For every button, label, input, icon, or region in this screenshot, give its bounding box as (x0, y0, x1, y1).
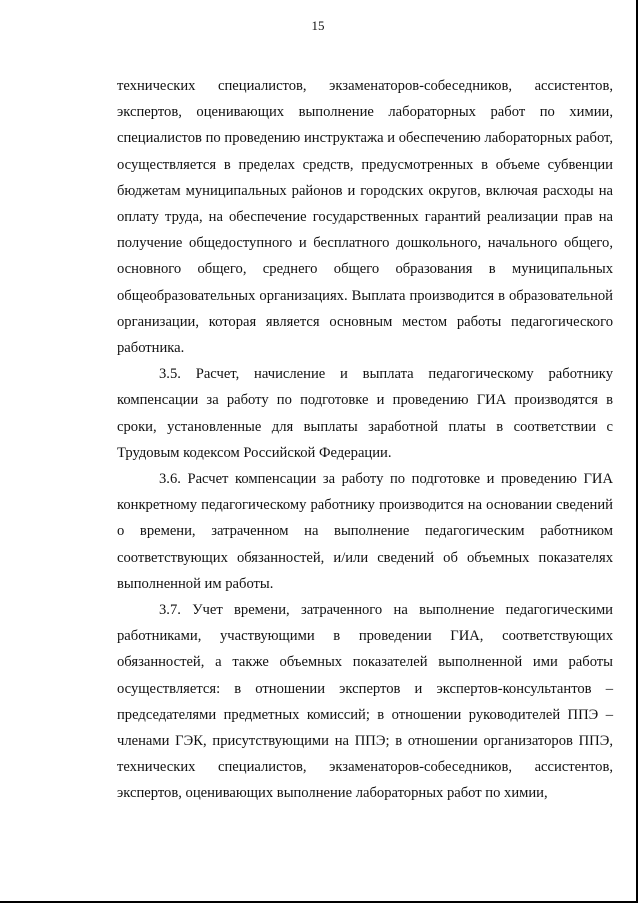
page-number: 15 (311, 18, 325, 33)
paragraph-3-6: 3.6. Расчет компенсации за работу по подготовке и проведению ГИА конкретному педагогическому работнику производится на основании сведений о времени, затраченном на выполнение педагогическим работником соответствующих обязанностей, и/или сведений об объемных показателях выполненной им работы. (117, 471, 613, 592)
paragraph-continued: технических специалистов, экзаменаторов-собеседников, ассистентов, экспертов, оценивающих выполнение лабораторных работ по химии, специалистов по проведению инструктажа и обеспечению лабораторных работ, осуществляется в пределах средств, предусмотренных в объеме субвенции бюджетам муниципальных районов и городских округов, включая расходы на оплату труда, на обеспечение государственных гарантий реализации прав на получение общедоступного и бесплатного дошкольного, начального общего, основного общего, среднего общего образования в муниципальных общеобразовательных организациях. Выплата производится в образовательной организации, которая является основным местом работы педагогического работника. (117, 78, 613, 357)
document-body (117, 73, 613, 807)
paragraph-3-7: 3.7. Учет времени, затраченного на выполнение педагогическими работниками, участвующими в проведении ГИА, соответствующих обязанностей, а также объемных показателей выполненной ими работы осуществляется: в отношении экспертов и экспертов-консультантов – председателями предметных комиссий; в отношении руководителей ППЭ – членами ГЭК, присутствующими на ППЭ; в отношении организаторов ППЭ, технических специалистов, экзаменаторов-собеседников, ассистентов, экспертов, оценивающих выполнение лабораторных работ по химии, (117, 602, 613, 802)
paragraph-3-5: 3.5. Расчет, начисление и выплата педагогическому работнику компенсации за работу по подготовке и проведению ГИА производятся в сроки, установленные для выплаты заработной платы в соответствии с Трудовым кодексом Российской Федерации. (117, 366, 613, 461)
